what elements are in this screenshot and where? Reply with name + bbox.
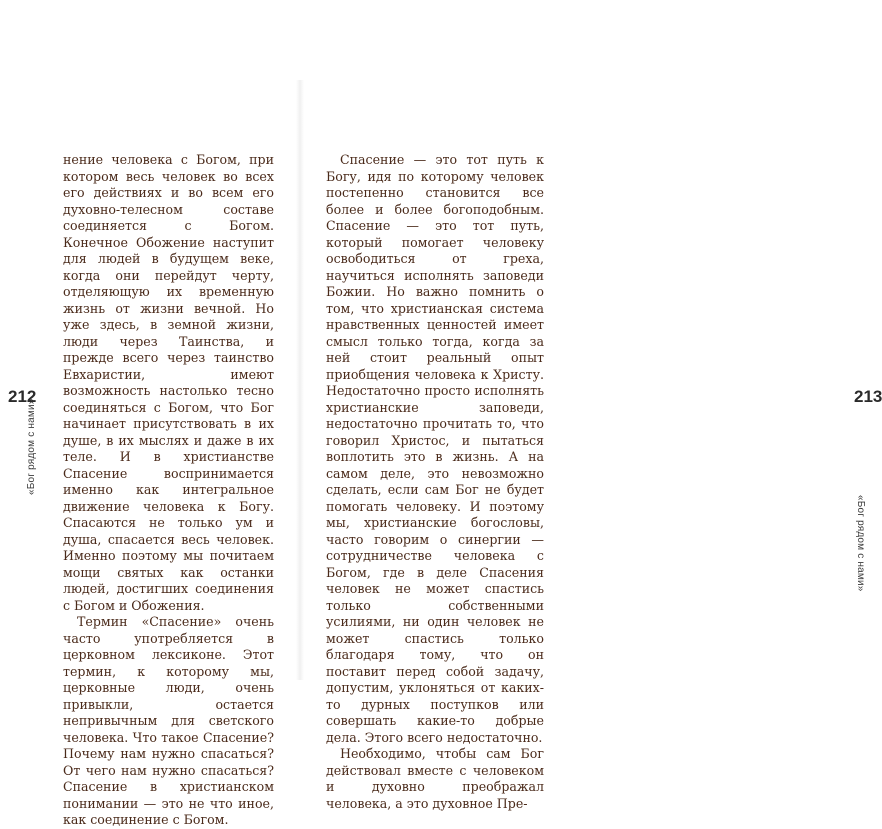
page-number-left: 212 xyxy=(8,387,37,406)
paragraph: нение человека с Богом, при котором весь человек во всех его действиях и во всем его духовно-телесном составе соединяется с Богом. Конечное Обожение наступит для людей в будущем веке, когда они перейдут черту, отделяющую их временную жизнь от жизни вечной. Но уже здесь, в земной жизни, люди через Таинства, и прежде всего через таинство Евхаристии, имеют возможность настолько тесно соединяться с Богом, что Бог начинает присутствовать в их душе, в их мыслях и даже в их теле. И в христианстве Спасение воспринимается именно как интегральное движение человека к Богу. Спасаются не только ум и душа, спасается весь человек. Именно поэтому мы почитаем мощи святых как останки людей, достигших соединения с Богом и Обожения. xyxy=(63,152,274,613)
running-title-right: «Бог рядом с нами» xyxy=(855,495,866,592)
paragraph: Спасение — это тот путь к Богу, идя по которому человек постепенно становится все более и более богоподобным. Спасение — это тот путь, который помогает человеку освободиться от греха, научиться исполнять заповеди Божии. Но важно помнить о том, что христианская система нравственных ценностей имеет смысл только тогда, когда за ней стоит реальный опыт приобщения человека к Христу. Недостаточно просто исполнять христианские заповеди, недостаточно прочитать то, что говорил Христос, и пытаться воплотить это в жизнь. А на самом деле, это невозможно сделать, если сам Бог не будет помогать человеку. И поэтому мы, христианские богословы, часто говорим о синергии — сотрудничестве человека с Богом, где в деле Спасения человек не может спастись только собственными усилиями, ни один человек не может спастись только благодаря тому, что он поставит перед собой задачу, допустим, уклоняться от каких-то дурных поступков или совершать какие-то добрые дела. Этого всего недостаточно. xyxy=(326,152,544,745)
left-text-column xyxy=(63,152,274,829)
running-title-left: «Бог рядом с нами» xyxy=(26,398,37,495)
paragraph: Необходимо, чтобы сам Бог действовал вместе с человеком и духовно преображал человека, а это духовное Пре- xyxy=(326,746,544,811)
right-text-column xyxy=(326,152,544,812)
page-number-right: 213 xyxy=(854,387,882,406)
paragraph: Термин «Спасение» очень часто употребляется в церковном лексиконе. Этот термин, к которому мы, церковные люди, очень привыкли, остается непривычным для светского человека. Что такое Спасение? Почему нам нужно спасаться? От чего нам нужно спасаться? Спасение в христианском понимании — это не что иное, как соединение с Богом. xyxy=(63,614,274,827)
